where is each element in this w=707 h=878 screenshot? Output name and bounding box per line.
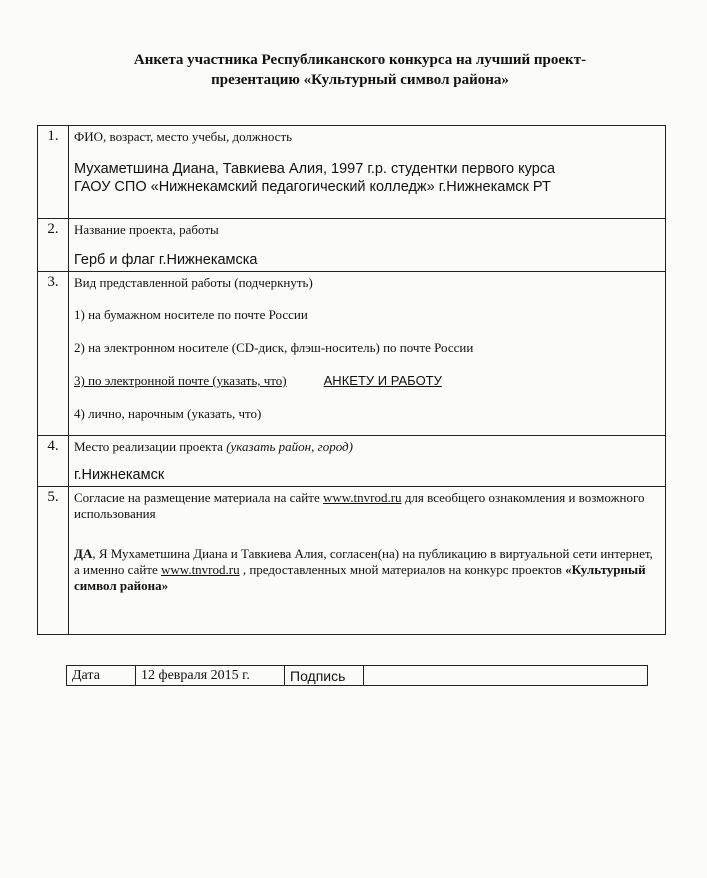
row-content: [69, 487, 666, 635]
option-email[interactable]: [74, 373, 659, 389]
consent-label-text-2: для всеобщего ознакомления и возможного использования: [74, 490, 645, 521]
field-label-consent: [74, 490, 659, 522]
title-line-2: презентацию «Культурный символ района»: [211, 72, 509, 88]
site-link[interactable]: www.tnvrod.ru: [322, 490, 402, 505]
row-number: 1.: [38, 126, 69, 219]
row-number: 2.: [38, 219, 69, 272]
row-number: 5.: [38, 487, 69, 635]
date-label: Дата: [67, 666, 136, 686]
consent-yes: ДА: [74, 546, 93, 561]
signature-field[interactable]: [364, 666, 648, 686]
option-email-value: АНКЕТУ И РАБОТУ: [323, 373, 442, 388]
option-electronic-media[interactable]: 2) на электронном носителе (CD-диск, флэш-носитель) по почте России: [74, 340, 474, 355]
consent-label-text: Согласие на размещение материала на сайте: [74, 490, 323, 505]
field-label-project-name: Название проекта, работы: [74, 222, 219, 237]
field-value-fio-line-2[interactable]: ГАОУ СПО «Нижнекамский педагогический колледж» г.Нижнекамск РТ: [74, 179, 551, 195]
signature-table: [66, 665, 648, 686]
location-label-text: Место реализации проекта: [74, 439, 223, 454]
option-paper-mail[interactable]: 1) на бумажном носителе по почте России: [74, 307, 308, 322]
field-value-location[interactable]: г.Нижнекамск: [74, 467, 165, 483]
field-label-fio: ФИО, возраст, место учебы, должность: [74, 129, 293, 144]
field-value-fio-line-1[interactable]: Мухаметшина Диана, Тавкиева Алия, 1997 г.р. студентки первого курса: [74, 161, 556, 177]
row-content: [69, 126, 666, 219]
option-in-person[interactable]: 4) лично, нарочным (указать, что): [74, 406, 262, 421]
consent-site-link[interactable]: www.tnvrod.ru: [161, 562, 240, 577]
field-value-project-name[interactable]: Герб и флаг г.Нижнекамска: [74, 252, 258, 268]
row-number: 3.: [38, 272, 69, 436]
table-row-2: [38, 219, 666, 272]
table-row-5: [38, 487, 666, 635]
location-label-hint: (указать район, город): [226, 439, 353, 454]
consent-statement: [74, 546, 659, 594]
table-row-3: [38, 272, 666, 436]
questionnaire-table: [37, 125, 666, 635]
consent-statement-text: , Я Мухаметшина Диана и Тавкиева Алия, согласен(на) на публикацию в виртуальной сети интернет, а именно сайте: [74, 546, 653, 577]
option-email-label: 3) по электронной почте (указать, что): [74, 373, 287, 388]
signature-label: Подпись: [285, 666, 364, 686]
contest-name: «Культурный символ района»: [74, 562, 646, 593]
field-label-work-type: Вид представленной работы (подчеркнуть): [74, 275, 313, 290]
row-content: [69, 272, 666, 436]
row-number: 4.: [38, 436, 69, 487]
table-row-4: [38, 436, 666, 487]
row-content: [69, 436, 666, 487]
field-label-location: [74, 439, 659, 455]
signature-row: [67, 666, 648, 686]
row-content: [69, 219, 666, 272]
table-row-1: [38, 126, 666, 219]
date-value[interactable]: 12 февраля 2015 г.: [136, 666, 285, 686]
consent-statement-text-2: , предоставленных мной материалов на конкурс проектов: [239, 562, 566, 577]
form-title: [60, 50, 660, 90]
title-line-1: Анкета участника Республиканского конкурса на лучший проект-: [133, 52, 587, 68]
